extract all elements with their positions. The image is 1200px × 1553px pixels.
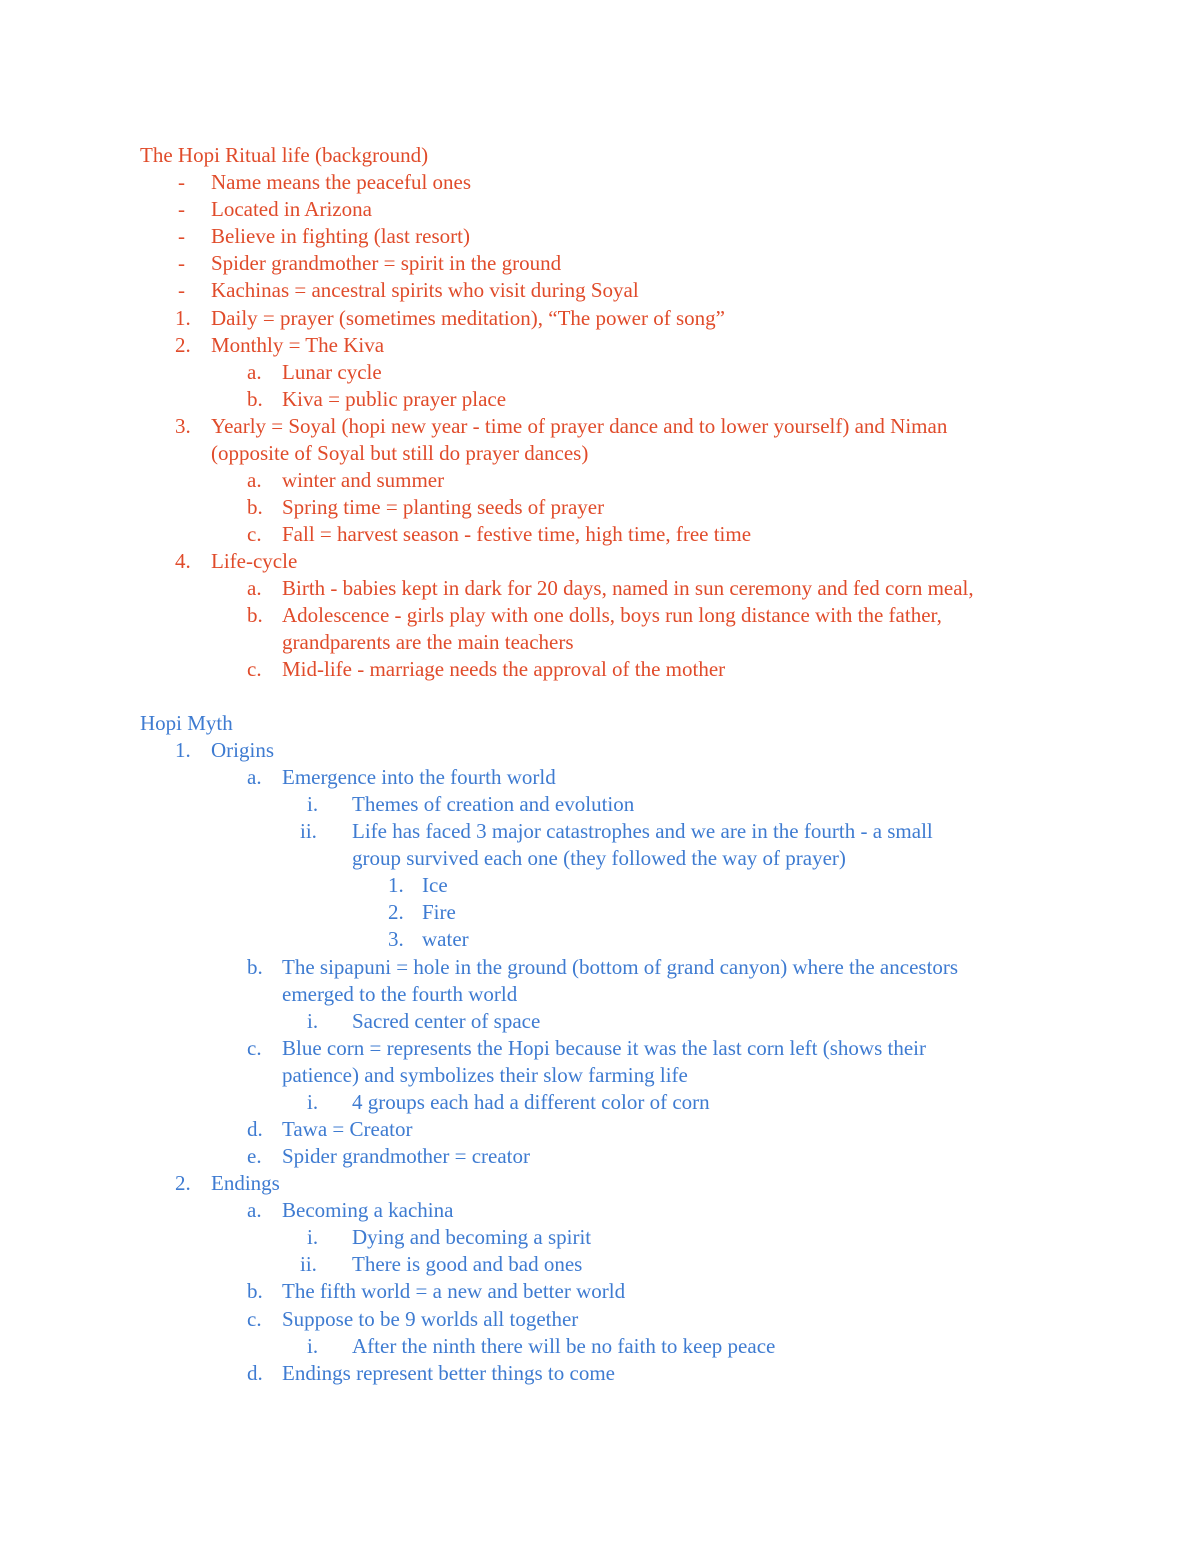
sub-item-text: Spider grandmother = creator [282, 1144, 531, 1168]
list-letter: b. [247, 1279, 263, 1303]
sub-item-text: Tawa = Creator [282, 1117, 413, 1141]
deep-item-text: water [422, 927, 469, 951]
list-letter: d. [247, 1117, 263, 1141]
list-letter: d. [247, 1361, 263, 1385]
deep-item-text: Ice [422, 873, 448, 897]
list-roman: ii. [300, 819, 317, 843]
sub-item-text: Spring time = planting seeds of prayer [282, 495, 605, 519]
list-roman: ii. [300, 1252, 317, 1276]
list-number: 1. [388, 873, 404, 897]
sub-item-text: Fall = harvest season - festive time, high time, free time [282, 522, 752, 546]
sub-sub-item-text: Dying and becoming a spirit [352, 1225, 592, 1249]
list-number: 1. [175, 738, 191, 762]
sub-item-text: Mid-life - marriage needs the approval of the mother [282, 657, 726, 681]
list-letter: b. [247, 603, 263, 627]
section-title-ritual-life: The Hopi Ritual life (background) [140, 143, 429, 167]
list-item-text: Endings [211, 1171, 280, 1195]
list-item-text: Life-cycle [211, 549, 298, 573]
section-title-hopi-myth: Hopi Myth [140, 711, 233, 735]
list-item-text: Monthly = The Kiva [211, 333, 385, 357]
list-letter: a. [247, 576, 262, 600]
sub-sub-item-text: Sacred center of space [352, 1009, 541, 1033]
sub-item-text: Endings represent better things to come [282, 1361, 615, 1385]
list-letter: a. [247, 360, 262, 384]
list-roman: i. [307, 792, 319, 816]
list-letter: c. [247, 1307, 262, 1331]
bullet-text: Spider grandmother = spirit in the ground [211, 251, 562, 275]
sub-item-text: Emergence into the fourth world [282, 765, 556, 789]
sub-item-text: winter and summer [282, 468, 445, 492]
list-item-text: Yearly = Soyal (hopi new year - time of prayer dance and to lower yourself) and Niman [211, 414, 948, 438]
list-letter: e. [247, 1144, 262, 1168]
sub-item-text-cont: patience) and symbolizes their slow farming life [282, 1063, 688, 1087]
list-letter: c. [247, 1036, 262, 1060]
bullet-dash: - [178, 224, 185, 248]
list-letter: c. [247, 522, 262, 546]
list-number: 3. [175, 414, 191, 438]
sub-sub-item-text: Life has faced 3 major catastrophes and we are in the fourth - a small [352, 819, 933, 843]
list-number: 3. [388, 927, 404, 951]
bullet-text: Kachinas = ancestral spirits who visit during Soyal [211, 278, 639, 302]
sub-item-text: Adolescence - girls play with one dolls, boys run long distance with the father, [282, 603, 942, 627]
list-letter: b. [247, 955, 263, 979]
list-letter: b. [247, 495, 263, 519]
sub-sub-item-text: After the ninth there will be no faith to keep peace [352, 1334, 776, 1358]
list-number: 2. [175, 1171, 191, 1195]
list-letter: a. [247, 468, 262, 492]
sub-item-text: Lunar cycle [282, 360, 382, 384]
list-roman: i. [307, 1225, 319, 1249]
sub-item-text: Birth - babies kept in dark for 20 days, named in sun ceremony and fed corn meal, [282, 576, 974, 600]
sub-item-text: Suppose to be 9 worlds all together [282, 1307, 579, 1331]
sub-item-text: Becoming a kachina [282, 1198, 454, 1222]
sub-item-text: Blue corn = represents the Hopi because it was the last corn left (shows their [282, 1036, 926, 1060]
sub-item-text: The sipapuni = hole in the ground (bottom of grand canyon) where the ancestors [282, 955, 959, 979]
list-number: 1. [175, 306, 191, 330]
list-number: 2. [388, 900, 404, 924]
sub-item-text-cont: grandparents are the main teachers [282, 630, 574, 654]
sub-sub-item-text-cont: group survived each one (they followed the way of prayer) [352, 846, 846, 870]
list-item-text: Daily = prayer (sometimes meditation), “The power of song” [211, 306, 725, 330]
deep-item-text: Fire [422, 900, 456, 924]
list-roman: i. [307, 1009, 319, 1033]
list-item-text-cont: (opposite of Soyal but still do prayer dances) [211, 441, 589, 465]
list-roman: i. [307, 1334, 319, 1358]
list-roman: i. [307, 1090, 319, 1114]
list-number: 2. [175, 333, 191, 357]
bullet-text: Name means the peaceful ones [211, 170, 472, 194]
bullet-dash: - [178, 251, 185, 275]
sub-sub-item-text: Themes of creation and evolution [352, 792, 635, 816]
sub-item-text: The fifth world = a new and better world [282, 1279, 626, 1303]
list-letter: a. [247, 765, 262, 789]
list-number: 4. [175, 549, 191, 573]
bullet-dash: - [178, 278, 185, 302]
bullet-text: Believe in fighting (last resort) [211, 224, 470, 248]
sub-sub-item-text: 4 groups each had a different color of corn [352, 1090, 710, 1114]
list-letter: b. [247, 387, 263, 411]
sub-item-text-cont: emerged to the fourth world [282, 982, 518, 1006]
list-item-text: Origins [211, 738, 274, 762]
sub-sub-item-text: There is good and bad ones [352, 1252, 583, 1276]
list-letter: a. [247, 1198, 262, 1222]
sub-item-text: Kiva = public prayer place [282, 387, 507, 411]
bullet-dash: - [178, 170, 185, 194]
bullet-dash: - [178, 197, 185, 221]
bullet-text: Located in Arizona [211, 197, 372, 221]
list-letter: c. [247, 657, 262, 681]
